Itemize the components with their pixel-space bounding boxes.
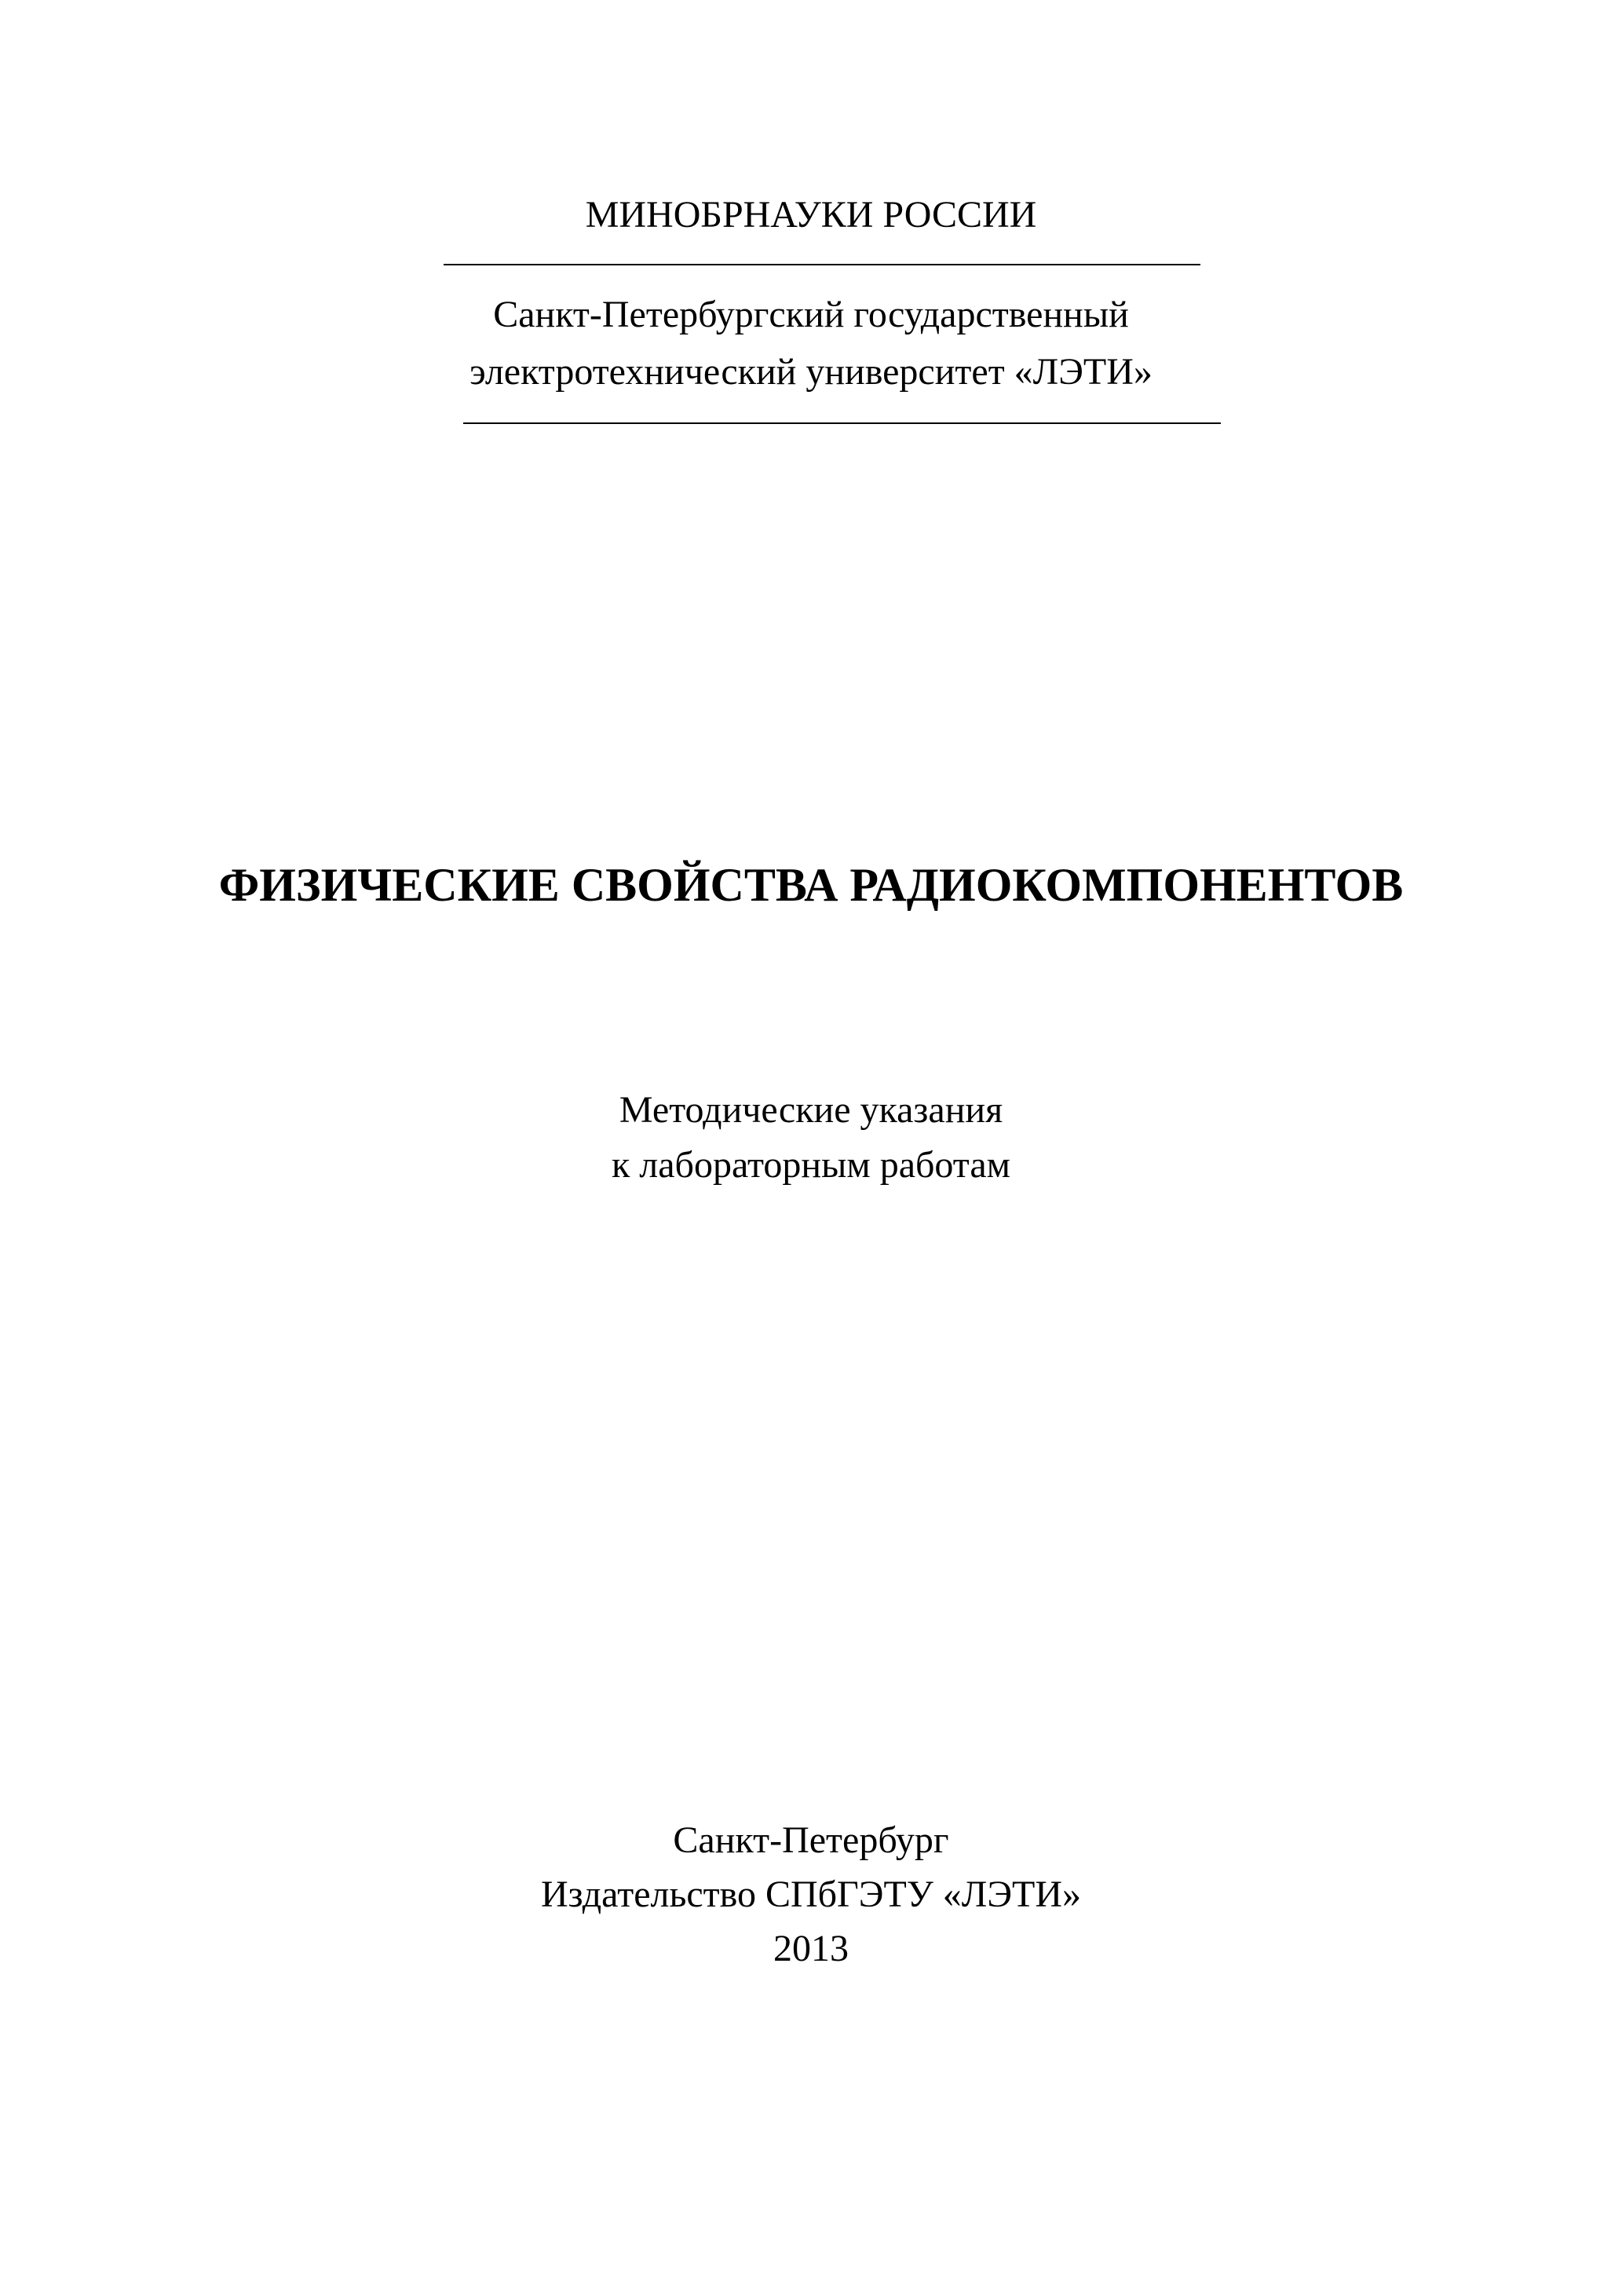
university-name-line-2: электротехнический университет «ЛЭТИ»: [469, 351, 1153, 393]
header-divider-bottom: [463, 422, 1221, 424]
publication-year: 2013: [773, 1928, 849, 1969]
ministry-name: МИНОБРНАУКИ РОССИИ: [585, 194, 1037, 236]
document-subtitle-line-1: Методические указания: [619, 1089, 1003, 1131]
document-subtitle-line-2: к лабораторным работам: [611, 1144, 1011, 1186]
publisher-name: Издательство СПбГЭТУ «ЛЭТИ»: [540, 1874, 1082, 1915]
document-title: ФИЗИЧЕСКИЕ СВОЙСТВА РАДИОКОМПОНЕНТОВ: [218, 859, 1404, 911]
publication-city: Санкт-Петербург: [673, 1819, 949, 1861]
university-name-line-1: Санкт-Петербургский государственный: [493, 294, 1129, 335]
header-divider-top: [444, 264, 1200, 265]
